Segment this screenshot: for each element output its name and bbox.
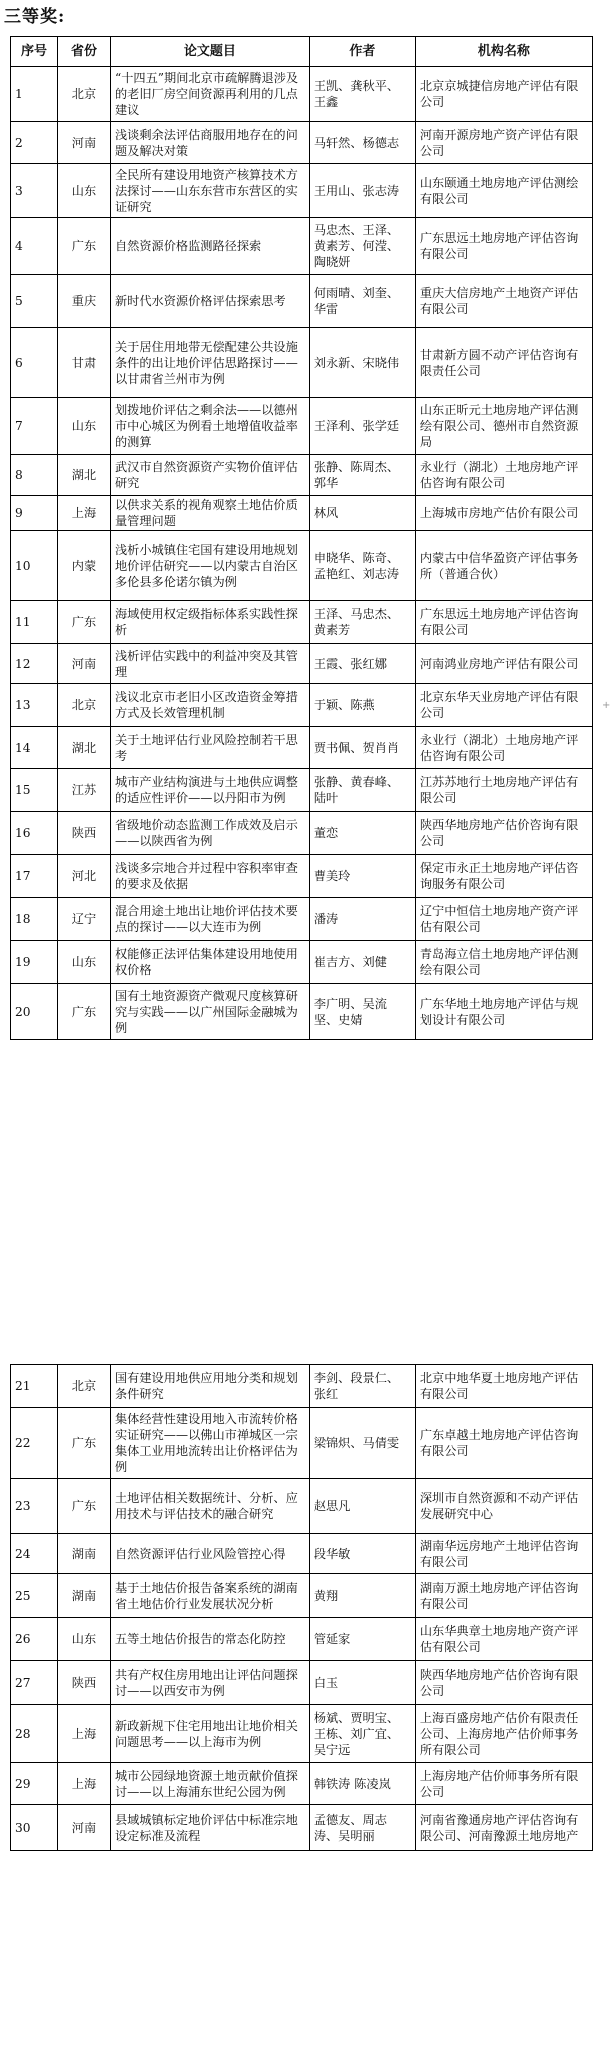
cell-province: 湖北 (57, 727, 110, 769)
cell-province: 河北 (57, 855, 110, 898)
cell-index: 21 (11, 1365, 58, 1408)
cell-province: 北京 (57, 67, 110, 122)
cell-province: 湖北 (57, 455, 110, 496)
cell-organization: 山东华典章土地房地产资产评估有限公司 (415, 1618, 592, 1661)
table-row (11, 275, 593, 328)
cell-organization: 江苏苏地行土地房地产评估有限公司 (415, 769, 592, 812)
cell-author: 白玉 (309, 1661, 415, 1705)
cell-author: 杨斌、贾明宝、王栋、刘广宜、吴宁远 (309, 1705, 415, 1763)
cell-organization: 陕西华地房地产估价咨询有限公司 (415, 812, 592, 855)
cell-author: 李剑、段景仁、张红 (309, 1365, 415, 1408)
header-organization: 机构名称 (415, 37, 592, 67)
cell-author: 孟德友、周志涛、吴明丽 (309, 1805, 415, 1851)
cell-index: 23 (11, 1479, 58, 1534)
cell-author: 王凯、龚秋平、王鑫 (309, 67, 415, 122)
cell-index: 18 (11, 898, 58, 941)
cell-title: 混合用途土地出让地价评估技术要点的探讨——以大连市为例 (111, 898, 310, 941)
cell-title: 省级地价动态监测工作成效及启示——以陕西省为例 (111, 812, 310, 855)
cell-organization: 广东思远土地房地产评估咨询有限公司 (415, 601, 592, 644)
cell-author: 王用山、张志涛 (309, 164, 415, 218)
cell-organization: 北京东华天业房地产评估有限公司 (415, 684, 592, 727)
cell-province: 山东 (57, 164, 110, 218)
cell-organization: 上海百盛房地产估价有限责任公司、上海房地产估价师事务所有限公司 (415, 1705, 592, 1763)
cell-index: 16 (11, 812, 58, 855)
cell-title: 全民所有建设用地资产核算技术方法探讨——山东东营市东营区的实证研究 (111, 164, 310, 218)
cell-title: 武汉市自然资源资产实物价值评估研究 (111, 455, 310, 496)
table-row (11, 1618, 593, 1661)
table-row (11, 684, 593, 727)
cell-title: 浅议北京市老旧小区改造资金筹措方式及长效管理机制 (111, 684, 310, 727)
cell-index: 1 (11, 67, 58, 122)
cell-index: 10 (11, 531, 58, 601)
cell-organization: 湖南华远房地产土地评估咨询有限公司 (415, 1534, 592, 1574)
page-break (0, 1354, 613, 1362)
cell-author: 崔吉方、刘健 (309, 941, 415, 984)
cell-author: 梁锦炽、马倩雯 (309, 1408, 415, 1479)
cell-author: 申晓华、陈奇、孟艳红、刘志涛 (309, 531, 415, 601)
cell-title: 国有土地资源资产微观尺度核算研究与实践——以广州国际金融城为例 (111, 984, 310, 1040)
cell-province: 湖南 (57, 1574, 110, 1618)
cell-index: 3 (11, 164, 58, 218)
cell-province: 广东 (57, 984, 110, 1040)
cell-title: 新政新规下住宅用地出让地价相关问题思考——以上海市为例 (111, 1705, 310, 1763)
cell-title: 浅谈多宗地合并过程中容积率审查的要求及依据 (111, 855, 310, 898)
cell-author: 曹美玲 (309, 855, 415, 898)
cell-province: 内蒙 (57, 531, 110, 601)
section-heading: 三等奖: (4, 7, 66, 27)
cell-title: 权能修正法评估集体建设用地使用权价格 (111, 941, 310, 984)
cell-organization: 河南鸿业房地产评估有限公司 (415, 644, 592, 684)
cell-index: 24 (11, 1534, 58, 1574)
cell-index: 15 (11, 769, 58, 812)
cell-index: 11 (11, 601, 58, 644)
cell-author: 刘永新、宋晓伟 (309, 328, 415, 398)
cell-index: 17 (11, 855, 58, 898)
table-row (11, 398, 593, 455)
cell-organization: 内蒙古中信华盈资产评估事务所（普通合伙） (415, 531, 592, 601)
cell-organization: 山东正昕元土地房地产评估测绘有限公司、德州市自然资源局 (415, 398, 592, 455)
cell-organization: 广东思远土地房地产评估咨询有限公司 (415, 218, 592, 275)
cell-province: 辽宁 (57, 898, 110, 941)
cell-index: 29 (11, 1763, 58, 1805)
table-row (11, 855, 593, 898)
cell-title: 关于居住用地带无偿配建公共设施条件的出让地价评估思路探讨——以甘肃省兰州市为例 (111, 328, 310, 398)
cell-province: 广东 (57, 601, 110, 644)
cell-author: 林风 (309, 496, 415, 531)
cell-organization: 深圳市自然资源和不动产评估发展研究中心 (415, 1479, 592, 1534)
cell-title: 基于土地估价报告备案系统的湖南省土地估价行业发展状况分析 (111, 1574, 310, 1618)
cell-author: 王霞、张红娜 (309, 644, 415, 684)
cell-organization: 河南省豫通房地产评估咨询有限公司、河南豫源土地房地产 (415, 1805, 592, 1851)
cell-organization: 上海房地产估价师事务所有限公司 (415, 1763, 592, 1805)
cell-title: 浅析评估实践中的利益冲突及其管理 (111, 644, 310, 684)
cell-index: 9 (11, 496, 58, 531)
cell-province: 陕西 (57, 812, 110, 855)
cell-province: 上海 (57, 496, 110, 531)
table-row (11, 1408, 593, 1479)
cell-organization: 上海城市房地产估价有限公司 (415, 496, 592, 531)
cell-organization: 广东华地土地房地产评估与规划设计有限公司 (415, 984, 592, 1040)
cell-title: 五等土地估价报告的常态化防控 (111, 1618, 310, 1661)
cell-title: 土地评估相关数据统计、分析、应用技术与评估技术的融合研究 (111, 1479, 310, 1534)
cell-index: 2 (11, 122, 58, 164)
cell-province: 北京 (57, 1365, 110, 1408)
header-province: 省份 (57, 37, 110, 67)
cell-index: 27 (11, 1661, 58, 1705)
cell-index: 7 (11, 398, 58, 455)
table-row (11, 1705, 593, 1763)
cell-title: 国有建设用地供应用地分类和规划条件研究 (111, 1365, 310, 1408)
cell-province: 甘肃 (57, 328, 110, 398)
cell-title: 浅析小城镇住宅国有建设用地规划地价评估研究——以内蒙古自治区多伦县多伦诺尔镇为例 (111, 531, 310, 601)
table-row (11, 601, 593, 644)
table-row (11, 1763, 593, 1805)
cell-index: 13 (11, 684, 58, 727)
header-title: 论文题目 (111, 37, 310, 67)
table-row (11, 812, 593, 855)
cell-author: 董恋 (309, 812, 415, 855)
cell-index: 8 (11, 455, 58, 496)
cell-author: 黄翔 (309, 1574, 415, 1618)
cell-organization: 保定市永正土地房地产评估咨询服务有限公司 (415, 855, 592, 898)
cell-organization: 陕西华地房地产估价咨询有限公司 (415, 1661, 592, 1705)
cell-title: 浅谈剩余法评估商服用地存在的问题及解决对策 (111, 122, 310, 164)
cell-index: 12 (11, 644, 58, 684)
cell-organization: 广东卓越土地房地产评估咨询有限公司 (415, 1408, 592, 1479)
table-row (11, 1534, 593, 1574)
table-row (11, 122, 593, 164)
scroll-marker: + (602, 700, 611, 711)
cell-index: 14 (11, 727, 58, 769)
cell-organization: 重庆大信房地产土地资产评估有限公司 (415, 275, 592, 328)
cell-province: 上海 (57, 1705, 110, 1763)
table-row (11, 1661, 593, 1705)
cell-index: 19 (11, 941, 58, 984)
table-row (11, 898, 593, 941)
cell-author: 王泽、马忠杰、黄素芳 (309, 601, 415, 644)
cell-organization: 永业行（湖北）土地房地产评估咨询有限公司 (415, 727, 592, 769)
cell-province: 山东 (57, 1618, 110, 1661)
table-row (11, 1805, 593, 1851)
cell-index: 22 (11, 1408, 58, 1479)
cell-province: 上海 (57, 1763, 110, 1805)
cell-organization: 湖南万源土地房地产评估咨询有限公司 (415, 1574, 592, 1618)
cell-author: 马轩然、杨德志 (309, 122, 415, 164)
cell-province: 山东 (57, 398, 110, 455)
cell-organization: 山东颐通土地房地产评估测绘有限公司 (415, 164, 592, 218)
header-index: 序号 (11, 37, 58, 67)
cell-province: 广东 (57, 1479, 110, 1534)
table-row (11, 1479, 593, 1534)
cell-province: 河南 (57, 122, 110, 164)
cell-index: 30 (11, 1805, 58, 1851)
cell-province: 江苏 (57, 769, 110, 812)
cell-title: 县域城镇标定地价评估中标准宗地设定标准及流程 (111, 1805, 310, 1851)
table-row (11, 531, 593, 601)
cell-organization: 北京中地华夏土地房地产评估有限公司 (415, 1365, 592, 1408)
awards-table-page-2 (10, 1364, 593, 1851)
table-row (11, 496, 593, 531)
cell-author: 贾书佩、贺肖肖 (309, 727, 415, 769)
table-row (11, 164, 593, 218)
cell-title: 新时代水资源价格评估探索思考 (111, 275, 310, 328)
cell-index: 20 (11, 984, 58, 1040)
table-row (11, 941, 593, 984)
cell-author: 何雨晴、刘奎、华雷 (309, 275, 415, 328)
cell-province: 山东 (57, 941, 110, 984)
cell-index: 26 (11, 1618, 58, 1661)
cell-author: 段华敏 (309, 1534, 415, 1574)
cell-province: 河南 (57, 644, 110, 684)
cell-province: 陕西 (57, 1661, 110, 1705)
table-row (11, 218, 593, 275)
cell-author: 王泽利、张学廷 (309, 398, 415, 455)
cell-author: 于颖、陈燕 (309, 684, 415, 727)
cell-title: 集体经营性建设用地入市流转价格实证研究——以佛山市禅城区一宗集体工业用地流转出让价格评估为例 (111, 1408, 310, 1479)
cell-organization: 河南开源房地产资产评估有限公司 (415, 122, 592, 164)
header-author: 作者 (309, 37, 415, 67)
table-row (11, 769, 593, 812)
cell-index: 6 (11, 328, 58, 398)
table-row (11, 984, 593, 1040)
table-row (11, 455, 593, 496)
cell-organization: 辽宁中恒信土地房地产资产评估有限公司 (415, 898, 592, 941)
cell-index: 28 (11, 1705, 58, 1763)
cell-author: 张静、陈周杰、郭华 (309, 455, 415, 496)
cell-title: 以供求关系的视角观察土地估价质量管理问题 (111, 496, 310, 531)
cell-title: 自然资源评估行业风险管控心得 (111, 1534, 310, 1574)
cell-author: 韩铁涛 陈凌岚 (309, 1763, 415, 1805)
cell-title: 海域使用权定级指标体系实践性探析 (111, 601, 310, 644)
cell-title: 自然资源价格监测路径探索 (111, 218, 310, 275)
cell-title: 共有产权住房用地出让评估问题探讨——以西安市为例 (111, 1661, 310, 1705)
cell-author: 管延家 (309, 1618, 415, 1661)
table-row (11, 67, 593, 122)
table-row (11, 727, 593, 769)
cell-province: 广东 (57, 1408, 110, 1479)
cell-title: 城市公园绿地资源土地贡献价值探讨——以上海浦东世纪公园为例 (111, 1763, 310, 1805)
table-row (11, 1365, 593, 1408)
cell-organization: 北京京城捷信房地产评估有限公司 (415, 67, 592, 122)
cell-organization: 青岛海立信土地房地产评估测绘有限公司 (415, 941, 592, 984)
cell-author: 张静、黄春峰、陆叶 (309, 769, 415, 812)
awards-table-page-1 (10, 36, 593, 1040)
cell-author: 赵思凡 (309, 1479, 415, 1534)
table-row (11, 644, 593, 684)
table-header-row (11, 37, 593, 67)
cell-province: 重庆 (57, 275, 110, 328)
cell-title: 划拨地价评估之剩余法——以德州市中心城区为例看土地增值收益率的测算 (111, 398, 310, 455)
cell-title: 关于土地评估行业风险控制若干思考 (111, 727, 310, 769)
cell-organization: 甘肃新方圆不动产评估咨询有限责任公司 (415, 328, 592, 398)
cell-organization: 永业行（湖北）土地房地产评估咨询有限公司 (415, 455, 592, 496)
cell-index: 4 (11, 218, 58, 275)
cell-province: 河南 (57, 1805, 110, 1851)
cell-province: 湖南 (57, 1534, 110, 1574)
cell-author: 李广明、吴流坚、史婧 (309, 984, 415, 1040)
cell-index: 5 (11, 275, 58, 328)
table-row (11, 1574, 593, 1618)
cell-province: 北京 (57, 684, 110, 727)
cell-author: 潘涛 (309, 898, 415, 941)
cell-title: “十四五”期间北京市疏解腾退涉及的老旧厂房空间资源再利用的几点建议 (111, 67, 310, 122)
cell-province: 广东 (57, 218, 110, 275)
cell-author: 马忠杰、王泽、黄素芳、何滢、陶晓妍 (309, 218, 415, 275)
cell-title: 城市产业结构演进与土地供应调整的适应性评价——以丹阳市为例 (111, 769, 310, 812)
cell-index: 25 (11, 1574, 58, 1618)
table-row (11, 328, 593, 398)
